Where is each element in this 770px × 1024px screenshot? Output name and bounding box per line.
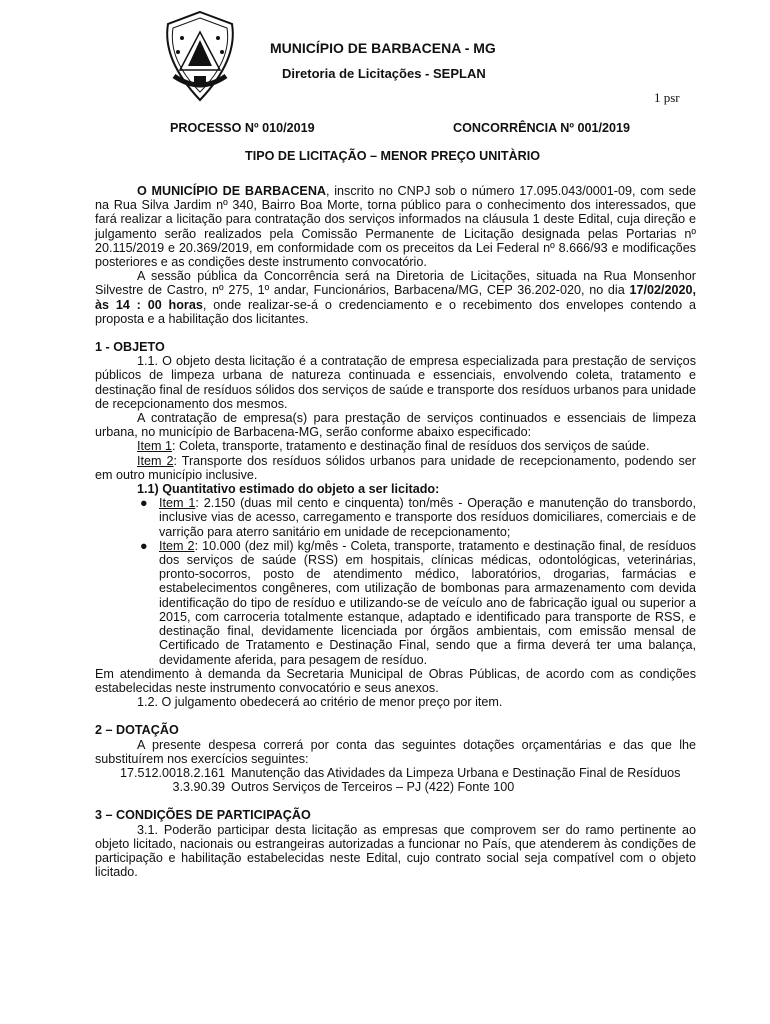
- objeto-paragraph-4: 1.2. O julgamento obedecerá ao critério de menor preço por item.: [137, 695, 503, 710]
- list-item: [95, 539, 696, 667]
- section-heading-dotacao: 2 – DOTAÇÃO: [95, 723, 179, 738]
- objeto-paragraph-2: A contratação de empresa(s) para prestação de serviços continuados e essenciais de limpeza urbana, no município de Barbacena-MG, serão conforme abaixo especificado:: [95, 411, 696, 440]
- dotacao-desc: Outros Serviços de Terceiros – PJ (422) Fonte 100: [231, 780, 515, 795]
- quantitativo-heading: 1.1) Quantitativo estimado do objeto a ser licitado:: [137, 482, 440, 497]
- page-reference: 1 psr: [654, 90, 680, 105]
- item-1-label: Item 1: [137, 439, 172, 454]
- bullet-icon: ●: [140, 538, 148, 553]
- dotacao-code: 3.3.90.39: [172, 780, 225, 795]
- objeto-item-2: [95, 454, 696, 482]
- intro-paragraph-2: [95, 269, 696, 326]
- bullet-icon: ●: [140, 496, 148, 511]
- bullet-1-text: : 2.150 (duas mil cento e cinquenta) ton/mês - Operação e manutenção do transbordo, inclusive vias de acesso, carregamento e transporte dos resíduos domiciliares, comerciais e de varrição para aterro sanitário em unidade de recepcionamento;: [159, 496, 697, 539]
- intro-text: , inscrito no CNPJ sob o número 17.095.043/0001-09, com sede na Rua Silva Jardim nº 340, Bairro Boa Morte, torna público para o conhecimento dos interessados, que fará realizar a licitação para contratação dos serviços informados na cláusula 1 deste Edital, cuja direção e julgamento serão realizados pela Comissão Permanente de Licitação designada pelas Portarias nº 20.115/2019 e 20.369/2019, em conformidade com os preceitos da Lei Federal nº 8.666/93 e modificações posteriores e as condições deste instrumento convocatório.: [95, 184, 696, 270]
- dotacao-paragraph-1: A presente despesa correrá por conta das seguintes dotações orçamentárias e das que lhe substituírem nos exercícios seguintes:: [95, 737, 696, 766]
- session-text-b: , onde realizar-se-á o credenciamento e o recebimento dos envelopes contendo a proposta e a habilitação dos licitantes.: [95, 297, 696, 326]
- quantitativo-list: [95, 496, 696, 666]
- intro-entity: O MUNICÍPIO DE BARBACENA: [137, 184, 327, 198]
- item-1-text: : Coleta, transporte, tratamento e destinação final de resíduos dos serviços de saúde.: [172, 439, 650, 454]
- session-date: 17/02/2020, às 14 : 00 horas: [95, 283, 696, 312]
- item-2-label: Item 2: [137, 453, 174, 468]
- municipal-seal-icon: [160, 10, 240, 102]
- bullet-1-label: Item 1: [159, 496, 196, 511]
- objeto-paragraph-1: 1.1. O objeto desta licitação é a contratação de empresa especializada para prestação de serviços públicos de limpeza urbana de natureza continuada e essenciais, envolvendo coleta, tratamento e destinação final de resíduos sólidos dos serviços de saúde e transporte dos resíduos urbanos para unidade de recepcionamento dos mesmos.: [95, 354, 696, 411]
- section-heading-objeto: 1 - OBJETO: [95, 340, 165, 355]
- intro-paragraph-1: [95, 184, 696, 269]
- objeto-item-1: [95, 439, 696, 453]
- concorrencia-number: CONCORRÊNCIA Nº 001/2019: [453, 121, 631, 135]
- dotacao-row: [95, 766, 696, 780]
- objeto-paragraph-3: Em atendimento à demanda da Secretaria Municipal de Obras Públicas, de acordo com as condições estabelecidas neste instrumento convocatório e seus anexos.: [95, 666, 696, 695]
- processo-number: PROCESSO Nº 010/2019: [170, 121, 315, 135]
- document-body: [95, 184, 696, 879]
- session-text-a: A sessão pública da Concorrência será na Diretoria de Licitações, situada na Rua Monsenhor Silvestre de Castro, nº 275, 1º andar, Funcionários, Barbacena/MG, CEP 36.202-020, no dia: [95, 269, 696, 298]
- licitacao-type: TIPO DE LICITAÇÃO – MENOR PREÇO UNITÀRIO: [245, 149, 541, 163]
- document-title: MUNICÍPIO DE BARBACENA - MG: [270, 40, 496, 56]
- document-subtitle: Diretoria de Licitações - SEPLAN: [282, 66, 486, 81]
- section-heading-participacao: 3 – CONDIÇÕES DE PARTICIPAÇÃO: [95, 808, 311, 823]
- dotacao-desc: Manutenção das Atividades da Limpeza Urbana e Destinação Final de Resíduos: [231, 765, 681, 780]
- dotacao-code: 17.512.0018.2.161: [119, 765, 225, 780]
- bullet-2-text: : 10.000 (dez mil) kg/mês - Coleta, transporte, tratamento e destinação final, de resíduos dos serviços de saúde (RSS) em hospitais, clínicas médicas, odontológicas, veterinárias, pronto-socorros, posto de atendimento médico, laboratórios, drogarias, farmácias e estabelecimentos congêneres, com utilização de bombonas para armazenamento com devida identificação do tipo de resíduo e utilizando-se de veículo ano de fabricação igual ou superior a 2015, com carroceria totalmente estanque, adaptado e identificado para transporte de RSS, e destinação final, devidamente licenciada por órgãos ambientais, com emissão mensal de Certificado de Tratamento e Destinação Final, sendo que a firma deverá ter uma balança, devidamente aferida, para pesagem de resíduo.: [159, 538, 696, 667]
- bullet-2-label: Item 2: [159, 538, 195, 553]
- dotacao-row: [95, 780, 696, 794]
- participacao-paragraph-1: 3.1. Poderão participar desta licitação as empresas que comprovem ser do ramo pertinente ao objeto licitado, nacionais ou estrangeiras autorizadas a funcionar no País, que atenderem às condições de participação e habilitação estabelecidas neste Edital, cujo contrato social seja compatível com o objeto licitado.: [95, 822, 696, 880]
- item-2-text: : Transporte dos resíduos sólidos urbanos para unidade de recepcionamento, podendo ser em outro município inclusive.: [95, 453, 696, 482]
- list-item: [95, 496, 696, 539]
